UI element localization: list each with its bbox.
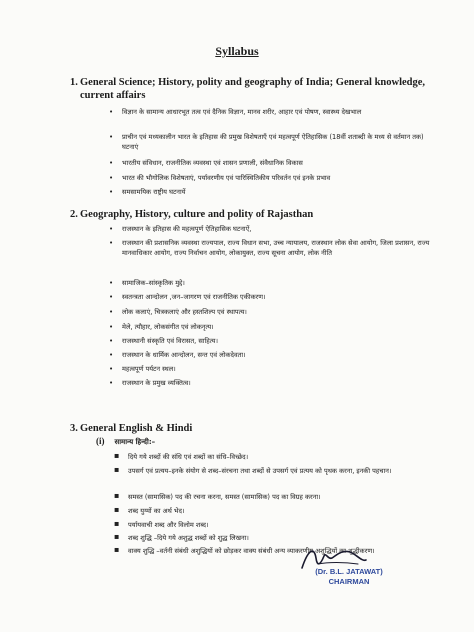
bullet-icon: •: [109, 365, 114, 373]
list-item-text: लोक कलाएं, चित्रकलाएं और हस्तशिल्प एवं स्थापत्य।: [122, 308, 247, 316]
list-item-text: सामाजिक–सांस्कृतिक मुद्दे।: [122, 279, 185, 287]
list-item: [114, 451, 440, 462]
page-title: Syllabus: [215, 44, 259, 58]
subsection-label: सामान्य हिन्दी:–: [114, 438, 156, 446]
list-item-text: शब्द शुद्धि –दिये गये अशुद्ध शब्दों को शुद्ध लिखना।: [128, 534, 249, 542]
subsection-number: (i): [96, 436, 105, 446]
list-item: [114, 519, 440, 530]
list-item: [109, 336, 440, 346]
list-item: [109, 364, 440, 374]
list-item: [114, 532, 440, 543]
bullet-icon: •: [109, 379, 114, 387]
list-item-text: स्वतन्त्रता आन्दोलन ,जन–जागरण एवं राजनीतिक एकीकरण।: [122, 293, 266, 301]
list-item: [114, 491, 440, 502]
bullet-icon: •: [109, 239, 114, 247]
stamp-role: CHAIRMAN: [328, 577, 370, 586]
list-item-text: उपसर्ग एवं प्रत्यय–इनके संयोग से शब्द–संरचना तथा शब्दों से उपसर्ग एवं प्रत्यय को पृथक करना, इनकी पहचान।: [128, 467, 392, 475]
list-item: [109, 158, 440, 168]
section-2-title: Geography, History, culture and polity of Rajasthan: [80, 209, 314, 220]
bullet-icon: •: [109, 308, 114, 316]
list-item: [109, 322, 440, 332]
list-item-text: भारत की भौगोलिक विशेषताएं, पर्यावरणीय एवं पारिस्थितिकीय परिवर्तन एवं इनके प्रभाव: [122, 174, 331, 182]
list-item: [109, 378, 440, 388]
bullet-icon: ▪: [114, 532, 120, 541]
list-item-text: राजस्थान के धार्मिक आन्दोलन, सन्त एवं लोकदेवता।: [122, 351, 246, 359]
bullet-icon: •: [109, 337, 114, 345]
list-item-text: महत्वपूर्ण पर्यटन स्थल।: [122, 365, 176, 373]
list-item-text: दिये गये शब्दों की संधि एवं शब्दों का संधि–विच्छेद।: [128, 453, 249, 461]
list-item: [109, 173, 440, 183]
bullet-icon: •: [109, 351, 114, 359]
chairman-stamp: [294, 567, 404, 587]
section-2-heading: [70, 208, 440, 221]
list-item-text: राजस्थान के प्रमुख व्यक्तित्व।: [122, 379, 191, 387]
list-item-text: राजस्थान के इतिहास की महत्वपूर्ण ऐतिहासिक घटनाऐं,: [122, 225, 252, 233]
bullet-icon: •: [109, 174, 114, 182]
list-item-text: विज्ञान के सामान्य आधारभूत तत्व एवं दैनिक विज्ञान, मानव शरीर, आहार एवं पोषण, स्वास्थ्य देखभाल: [122, 108, 362, 116]
list-item-text: पर्यायवाची शब्द और विलोम शब्द।: [128, 521, 209, 529]
list-item-text: वाक्य शुद्धि –वर्तनी संबंधी अशुद्धियों को छोड़कर वाक्य संबंधी अन्य व्याकरणीय अशुद्धियों का शुद्धीकरण।: [128, 547, 375, 555]
section-3-heading: [70, 422, 440, 435]
list-item: [109, 292, 440, 302]
list-item-text: राजस्थानी संस्कृति एवं विरासत, साहित्य।: [122, 337, 218, 345]
list-item: [109, 278, 440, 288]
list-item-text: राजस्थान की प्रशासनिक व्यवस्था राज्यपाल, राज्य विधान सभा, उच्च न्यायालय, राजस्थान लोक सेवा आयोग, जिला प्रशासन, राज्य मानवाधिकार आयोग, राज्य निर्वाचन आयोग, लोकायुक्त, राज्य सूचना आयोग, लोक नीति: [122, 239, 430, 257]
section-1-heading: [70, 76, 440, 102]
list-item-text: शब्द युग्मों का अर्थ भेद।: [128, 507, 185, 515]
section-3-title: General English & Hindi: [80, 423, 193, 434]
subsection-hindi-heading: [96, 436, 155, 447]
bullet-icon: •: [109, 293, 114, 301]
list-item-text: समसामयिक राष्ट्रीय घटनायें: [122, 188, 186, 196]
bullet-icon: ▪: [114, 465, 120, 474]
bullet-icon: •: [109, 188, 114, 196]
bullet-icon: ▪: [114, 545, 120, 554]
list-item: [109, 224, 440, 234]
section-3-number: 3.: [70, 423, 78, 434]
list-item: [109, 307, 440, 317]
list-item: [109, 107, 440, 117]
list-item: [109, 238, 440, 258]
bullet-icon: •: [109, 133, 114, 141]
list-item: [109, 350, 440, 360]
bullet-icon: •: [109, 323, 114, 331]
bullet-icon: ▪: [114, 451, 120, 460]
stamp-name: (Dr. B.L. JATAWAT): [315, 567, 383, 576]
list-item: [114, 505, 440, 516]
section-1-title: General Science; History, polity and geography of India; General knowledge, current affairs: [80, 77, 426, 101]
bullet-icon: •: [109, 279, 114, 287]
list-item-text: प्राचीन एवं मध्यकालीन भारत के इतिहास की प्रमुख विशेषताएँ एवं महत्वपूर्ण ऐतिहासिक (18वीं शताब्दी के मध्य से वर्तमान तक) घटनाएं: [122, 133, 424, 151]
section-1-number: 1.: [70, 77, 78, 88]
list-item: [114, 545, 428, 556]
bullet-icon: •: [109, 225, 114, 233]
section-2-number: 2.: [70, 209, 78, 220]
list-item-text: समस्त (सामासिक) पद की रचना करना, समस्त (सामासिक) पद का विग्रह करना।: [128, 493, 321, 501]
bullet-icon: •: [109, 159, 114, 167]
list-item: [109, 132, 440, 152]
list-item-text: भारतीय संविधान, राजनीतिक व्यवस्था एवं शासन प्रणाली, संवैधानिक विकास: [122, 159, 303, 167]
list-item: [114, 465, 440, 476]
bullet-icon: ▪: [114, 505, 120, 514]
list-item: [109, 187, 440, 197]
bullet-icon: •: [109, 108, 114, 116]
bullet-icon: ▪: [114, 491, 120, 500]
bullet-icon: ▪: [114, 519, 120, 528]
list-item-text: मेले, त्यौहार, लोकसंगीत एवं लोकनृत्य।: [122, 323, 214, 331]
